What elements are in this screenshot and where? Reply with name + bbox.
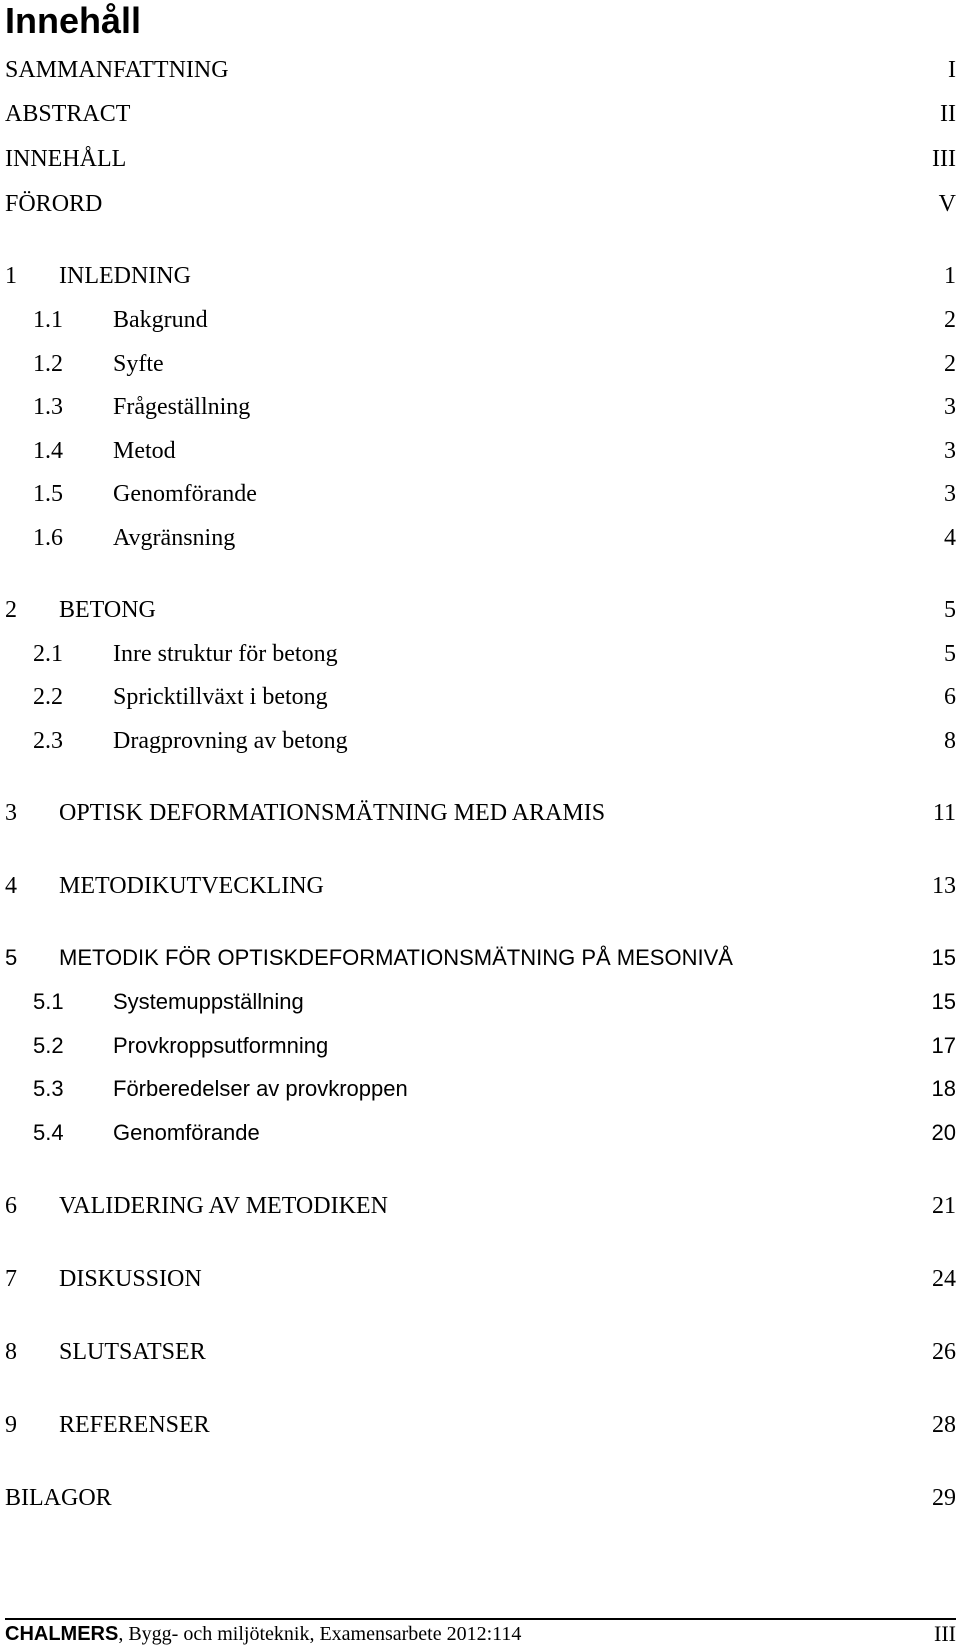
toc-entry-label: Avgränsning: [113, 525, 236, 551]
toc-entry-page: 15: [931, 945, 956, 970]
footer-page-number: III: [934, 1621, 956, 1646]
toc-entry-label: INNEHÅLL: [5, 146, 127, 172]
toc-entry-label: OPTISK DEFORMATIONSMÄTNING MED ARAMIS: [59, 800, 606, 826]
toc-section-1-4[interactable]: [0, 433, 960, 469]
toc-section-1-5[interactable]: [0, 476, 960, 512]
toc-entry-page: 2: [944, 307, 956, 333]
toc-chapter-7[interactable]: [0, 1261, 960, 1297]
toc-entry-label: Genomförande: [113, 481, 257, 507]
toc-entry-number: 5.2: [33, 1033, 64, 1058]
toc-entry-label: Provkroppsutformning: [113, 1033, 329, 1058]
toc-section-5-3[interactable]: [0, 1071, 960, 1107]
toc-entry-label: REFERENSER: [59, 1412, 210, 1438]
toc-entry-label: SLUTSATSER: [59, 1339, 206, 1365]
toc-entry-label: ABSTRACT: [5, 101, 131, 127]
toc-chapter-3[interactable]: [0, 795, 960, 831]
toc-entry-page: 15: [931, 989, 956, 1014]
toc-entry-page: 8: [944, 728, 956, 754]
toc-entry-number: 6: [5, 1193, 17, 1219]
toc-entry-page: 13: [932, 873, 956, 899]
toc-entry-page: 6: [944, 684, 956, 710]
toc-entry-label: Inre struktur för betong: [113, 641, 338, 667]
toc-chapter-9[interactable]: [0, 1407, 960, 1443]
toc-entry-number: 2.1: [33, 641, 63, 667]
toc-section-5-2[interactable]: [0, 1028, 960, 1064]
toc-entry-number: 5: [5, 945, 18, 970]
toc-entry-page: 3: [944, 394, 956, 420]
toc-entry-number: 8: [5, 1339, 17, 1365]
toc-entry-label: Frågeställning: [113, 394, 251, 420]
toc-entry-number: 7: [5, 1266, 17, 1292]
page-title: Innehåll: [5, 0, 142, 41]
toc-entry-label: Dragprovning av betong: [113, 728, 348, 754]
toc-section-1-2[interactable]: [0, 346, 960, 382]
toc-entry-page: 21: [932, 1193, 956, 1219]
footer-institution: CHALMERS: [5, 1623, 119, 1645]
toc-chapter-2[interactable]: [0, 592, 960, 628]
page-footer: [5, 1618, 956, 1648]
toc-section-2-2[interactable]: [0, 679, 960, 715]
toc-entry-page: II: [940, 101, 956, 127]
toc-entry-page: V: [938, 191, 956, 217]
toc-section-1-3[interactable]: [0, 389, 960, 425]
toc-entry-number: 2.2: [33, 684, 63, 710]
toc-entry-page: 5: [944, 641, 956, 667]
toc-entry-number: 1.3: [33, 394, 63, 420]
toc-entry-number: 1.1: [33, 307, 63, 333]
toc-entry-number: 4: [5, 873, 17, 899]
toc-entry-number: 2.3: [33, 728, 63, 754]
toc-entry-page: 28: [932, 1412, 956, 1438]
toc-entry-label: Syfte: [113, 351, 164, 377]
toc-entry-number: 1.6: [33, 525, 63, 551]
toc-entry-label: INLEDNING: [59, 263, 191, 289]
toc-entry-label: DISKUSSION: [59, 1266, 202, 1292]
toc-entry-page: I: [948, 57, 956, 83]
toc-section-1-1[interactable]: [0, 302, 960, 338]
toc-entry-page: 2: [944, 351, 956, 377]
toc-entry-number: 1.4: [33, 438, 63, 464]
toc-entry-label: Genomförande: [113, 1120, 260, 1145]
toc-entry-innehall[interactable]: [0, 141, 960, 177]
toc-entry-number: 1.5: [33, 481, 63, 507]
toc-entry-number: 5.4: [33, 1120, 64, 1145]
toc-entry-page: 4: [944, 525, 956, 551]
toc-entry-forord[interactable]: [0, 186, 960, 222]
toc-section-5-1[interactable]: [0, 984, 960, 1020]
toc-entry-label: FÖRORD: [5, 191, 103, 217]
toc-chapter-8[interactable]: [0, 1334, 960, 1370]
toc-entry-number: 2: [5, 597, 17, 623]
toc-entry-page: 17: [931, 1033, 956, 1058]
toc-entry-label: Förberedelser av provkroppen: [113, 1076, 408, 1101]
toc-chapter-1[interactable]: [0, 258, 960, 294]
toc-entry-label: METODIK FÖR OPTISKDEFORMATIONSMÄTNING PÅ MESONIVÅ: [59, 945, 733, 970]
toc-entry-number: 9: [5, 1412, 17, 1438]
toc-entry-label: Metod: [113, 438, 176, 464]
toc-entry-label: Bakgrund: [113, 307, 208, 333]
toc-entry-page: 18: [931, 1076, 956, 1101]
toc-entry-label: BILAGOR: [5, 1485, 112, 1511]
toc-entry-sammanfattning[interactable]: [0, 52, 960, 88]
toc-entry-number: 3: [5, 800, 17, 826]
toc-entry-label: Spricktillväxt i betong: [113, 684, 328, 710]
toc-entry-number: 5.3: [33, 1076, 64, 1101]
toc-section-2-1[interactable]: [0, 636, 960, 672]
toc-entry-label: BETONG: [59, 597, 156, 623]
toc-entry-bilagor[interactable]: [0, 1480, 960, 1516]
toc-chapter-5[interactable]: [0, 940, 960, 976]
footer-text: , Bygg- och miljöteknik, Examensarbete 2012:114: [118, 1623, 522, 1645]
toc-entry-page: 20: [931, 1120, 956, 1145]
toc-chapter-4[interactable]: [0, 868, 960, 904]
toc-entry-label: METODIKUTVECKLING: [59, 873, 324, 899]
toc-entry-page: 29: [932, 1485, 956, 1511]
toc-entry-number: 1.2: [33, 351, 63, 377]
toc-entry-number: 1: [5, 263, 17, 289]
toc-section-1-6[interactable]: [0, 520, 960, 556]
toc-entry-label: VALIDERING AV METODIKEN: [59, 1193, 388, 1219]
toc-chapter-6[interactable]: [0, 1188, 960, 1224]
toc-entry-page: 24: [932, 1266, 956, 1292]
toc-entry-page: 11: [932, 800, 956, 826]
toc-entry-number: 5.1: [33, 989, 64, 1014]
toc-entry-page: 1: [944, 263, 956, 289]
toc-entry-label: Systemuppställning: [113, 989, 304, 1014]
toc-entry-page: 3: [944, 481, 956, 507]
toc-entry-page: 3: [944, 438, 956, 464]
toc-entry-page: 26: [932, 1339, 956, 1365]
toc-entry-abstract[interactable]: [0, 96, 960, 132]
toc-section-2-3[interactable]: [0, 723, 960, 759]
toc-section-5-4[interactable]: [0, 1115, 960, 1151]
toc-entry-page: III: [932, 146, 956, 172]
toc-entry-page: 5: [944, 597, 956, 623]
toc-entry-label: SAMMANFATTNING: [5, 57, 229, 83]
